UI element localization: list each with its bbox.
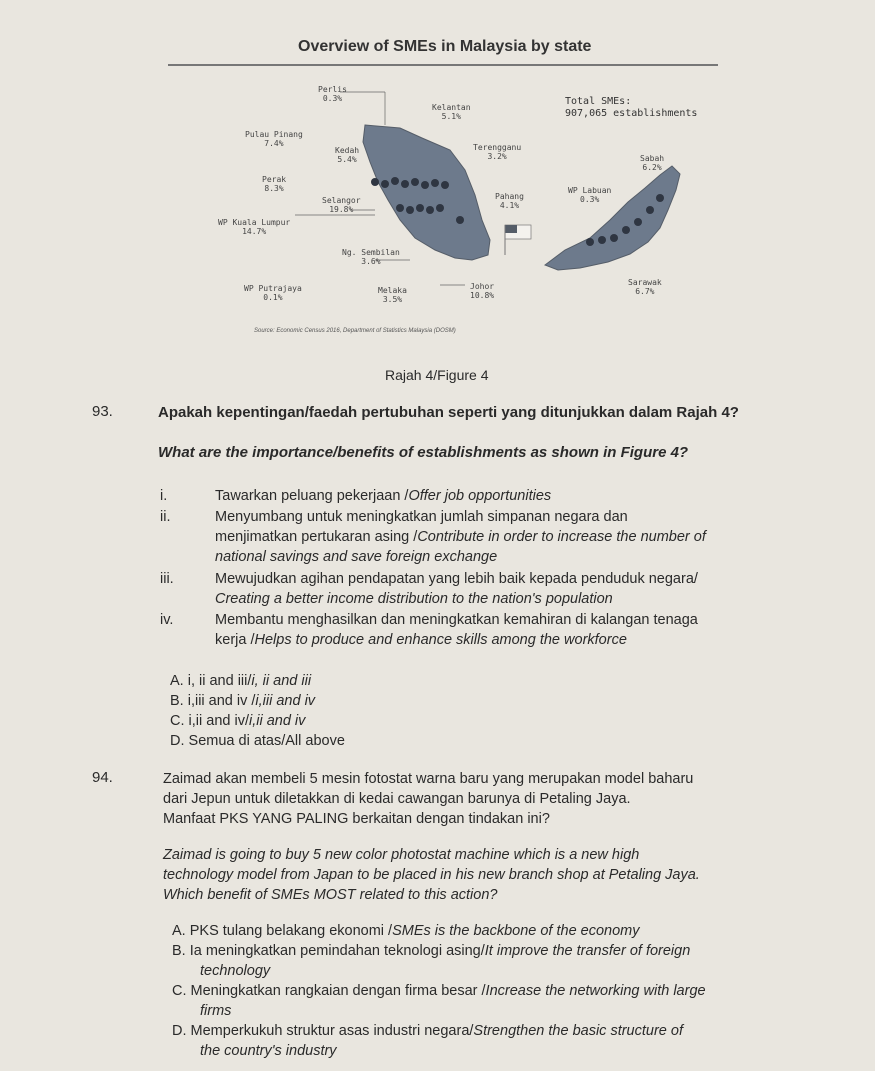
- q94-stem-en: Zaimad is going to buy 5 new color photostat machine which is a new high technology model from Japan to be placed in his new branch shop at Petaling Jaya. Which benefit of SMEs MOST related to this action?: [163, 847, 700, 903]
- label-melaka: Melaka 3.5%: [378, 286, 407, 304]
- label-selangor: Selangor 19.8%: [322, 196, 361, 214]
- q93-option-b[interactable]: B. i,iii and iv /i,iii and iv: [170, 693, 316, 709]
- flag-icon: [505, 225, 531, 255]
- figure-source: Source: Economic Census 2016, Department of Statistics Malaysia (DOSM): [254, 328, 456, 334]
- borneo-malaysia-shape: [545, 166, 680, 270]
- figure-title-rule: [168, 64, 718, 66]
- label-perlis: Perlis 0.3%: [318, 85, 347, 103]
- q93-item-3: iii. Mewujudkan agihan pendapatan yang lebih baik kepada penduduk negara/ Creating a better income distribution to the nation's population: [160, 571, 698, 607]
- label-kedah: Kedah 5.4%: [335, 146, 360, 164]
- label-kelantan: Kelantan 5.1%: [432, 103, 471, 121]
- peninsular-malaysia-shape: [363, 125, 490, 260]
- label-ng-sembilan: Ng. Sembilan 3.6%: [342, 248, 400, 266]
- q93-option-c[interactable]: C. i,ii and iv/i,ii and iv: [170, 713, 306, 729]
- figure-title: Overview of SMEs in Malaysia by state: [298, 38, 592, 55]
- label-perak: Perak 8.3%: [262, 175, 287, 193]
- label-pulau-pinang: Pulau Pinang 7.4%: [245, 130, 303, 148]
- total-smes: Total SMEs: 907,065 establishments: [565, 96, 698, 119]
- q93-question-en: What are the importance/benefits of establishments as shown in Figure 4?: [158, 444, 689, 461]
- q93-item-1: i. Tawarkan peluang pekerjaan /Offer job opportunities: [160, 488, 552, 504]
- q93-item-4: iv. Membantu menghasilkan dan meningkatkan kemahiran di kalangan tenaga kerja /Helps to produce and enhance skills among the workforce: [160, 612, 698, 648]
- q93-option-d[interactable]: D. Semua di atas/All above: [170, 733, 345, 749]
- q94-number: 94.: [92, 769, 113, 786]
- label-johor: Johor 10.8%: [470, 282, 495, 300]
- q94-option-a[interactable]: A. PKS tulang belakang ekonomi /SMEs is the backbone of the economy: [172, 923, 640, 939]
- label-sabah: Sabah 6.2%: [640, 154, 665, 172]
- figure-caption: Rajah 4/Figure 4: [385, 367, 489, 383]
- q93-option-a[interactable]: A. i, ii and iii/i, ii and iii: [170, 673, 312, 689]
- q94-option-b[interactable]: B. Ia meningkatkan pemindahan teknologi asing/It improve the transfer of foreign technology: [172, 943, 691, 979]
- label-terengganu: Terengganu 3.2%: [473, 143, 522, 161]
- label-sarawak: Sarawak 6.7%: [628, 278, 662, 296]
- q94-option-c[interactable]: C. Meningkatkan rangkaian dengan firma besar /Increase the networking with large firms: [172, 983, 706, 1019]
- q94-option-d[interactable]: D. Memperkukuh struktur asas industri negara/Strengthen the basic structure of the country's industry: [172, 1023, 683, 1059]
- q93-number: 93.: [92, 403, 113, 420]
- q93-question-ms: Apakah kepentingan/faedah pertubuhan seperti yang ditunjukkan dalam Rajah 4?: [158, 404, 739, 421]
- label-pahang: Pahang 4.1%: [495, 192, 524, 210]
- label-wp-putrajaya: WP Putrajaya 0.1%: [244, 284, 302, 302]
- label-wp-labuan: WP Labuan 0.3%: [568, 186, 612, 204]
- q93-item-2: ii. Menyumbang untuk meningkatkan jumlah simpanan negara dan menjimatkan pertukaran asing /Contribute in order to increase the number of national savings and save foreign exchange: [160, 509, 706, 565]
- label-wp-kuala-lumpur: WP Kuala Lumpur 14.7%: [218, 218, 291, 236]
- q94-stem-ms: Zaimad akan membeli 5 mesin fotostat warna baru yang merupakan model baharu dari Jepun untuk diletakkan di kedai cawangan barunya di Petaling Jaya. Manfaat PKS YANG PALING berkaitan dengan tindakan ini?: [163, 771, 694, 827]
